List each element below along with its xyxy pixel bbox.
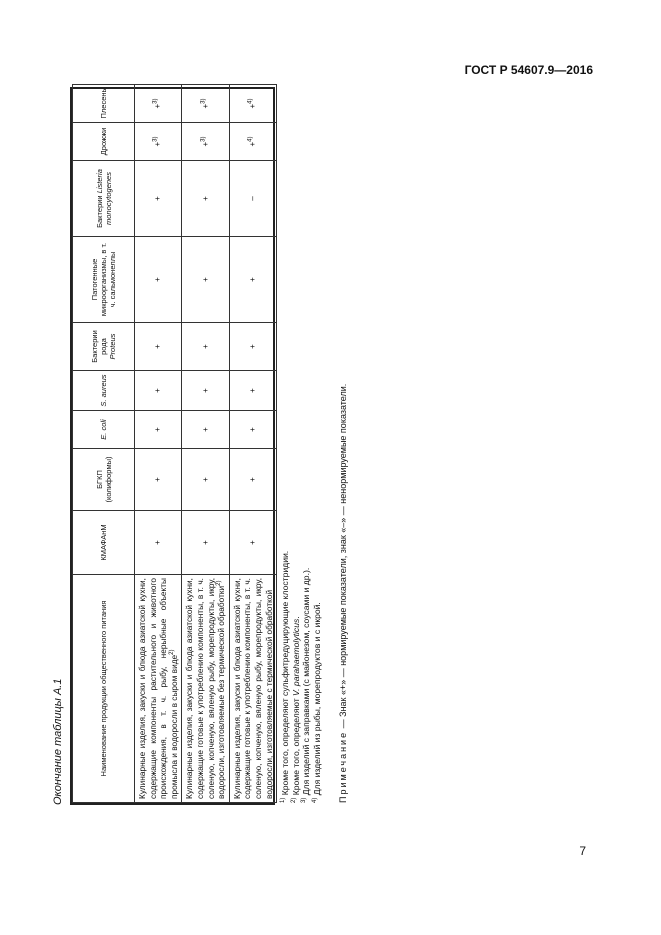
col-header-proteus: Бактерии рода Proteus bbox=[73, 323, 135, 371]
cell-value: + bbox=[135, 411, 182, 449]
cell-value: + bbox=[135, 511, 182, 575]
cell-value: + bbox=[182, 323, 229, 371]
cell-value: + bbox=[135, 449, 182, 511]
cell-value: + bbox=[229, 511, 276, 575]
cell-value: +$^{3)}$ bbox=[135, 85, 182, 123]
cell-value: +$^{3)}$ bbox=[182, 85, 229, 123]
col-header-saureus: S. aureus bbox=[73, 371, 135, 411]
footnote: $^{3)}$ Для изделий с заправками (с майонезом, соусами и др.). bbox=[301, 567, 312, 803]
col-header-yeast: Дрожжи bbox=[73, 123, 135, 161]
rotated-table-block bbox=[46, 85, 376, 805]
cell-value: + bbox=[135, 161, 182, 237]
col-header-bgkp: БГКП (колиформы) bbox=[73, 449, 135, 511]
cell-value: + bbox=[135, 371, 182, 411]
col-header-ecoli: E. coli bbox=[73, 411, 135, 449]
document-header: ГОСТ Р 54607.9—2016 bbox=[464, 63, 593, 77]
col-header-kmafanm: КМАФАнМ bbox=[73, 511, 135, 575]
col-header-name: Наименование продукции общественного питания bbox=[73, 575, 135, 803]
cell-value: + bbox=[229, 449, 276, 511]
cell-value: + bbox=[182, 511, 229, 575]
note-label: Примечание bbox=[338, 730, 348, 803]
note-text: — Знак «+» — нормируемые показатели, знак «–» — ненормируемые показатели. bbox=[338, 383, 348, 731]
row-product-name: Кулинарные изделия, закуски и блюда азиатской кухни, содержащие компоненты растительного и животного происхождения, в т. ч. рыбу, нерыбные объекты промысла и водоросли в сыром виде$^{2)}$ bbox=[135, 575, 182, 803]
table-note bbox=[338, 384, 348, 803]
table-header-row bbox=[73, 85, 135, 803]
row-product-name: Кулинарные изделия, закуски и блюда азиатской кухни, содержащие готовые к употреблению компоненты, в т. ч. соленую, копченую, вяленую рыбу, морепродукты, икру, водоросли, изготовляемые без термической обработки$^{2)}$ bbox=[182, 575, 229, 803]
cell-value: + bbox=[229, 371, 276, 411]
microbiology-table bbox=[70, 87, 275, 805]
cell-value: + bbox=[229, 323, 276, 371]
cell-value: + bbox=[182, 449, 229, 511]
cell-value: + bbox=[182, 411, 229, 449]
footnotes bbox=[280, 551, 322, 803]
col-header-pathogens: Патогенные микроорганизмы, в т. ч. сальмонеллы bbox=[73, 237, 135, 323]
cell-value: + bbox=[229, 237, 276, 323]
cell-value: + bbox=[182, 237, 229, 323]
cell-value: + bbox=[182, 371, 229, 411]
table-row bbox=[229, 85, 276, 803]
cell-value: + bbox=[135, 237, 182, 323]
cell-value: +$^{4)}$ bbox=[229, 123, 276, 161]
table-row bbox=[182, 85, 229, 803]
col-header-mold: Плесень bbox=[73, 85, 135, 123]
footnote: $^{1)}$ Кроме того, определяют сульфитредуцирующие клостридии. bbox=[280, 550, 290, 803]
footnote: $^{4)}$ Для изделий из рыбы, морепродуктов и с икрой. bbox=[311, 602, 322, 803]
footnote: $^{2)}$ Кроме того, определяют V. parahaemolyticus. bbox=[290, 616, 301, 803]
row-product-name: Кулинарные изделия, закуски и блюда азиатской кухни, содержащие готовые к употреблению компоненты, в т. ч. соленую, копченую, вяленую рыбу, морепродукты, икру, водоросли, изготовляемые с термической обработкой bbox=[229, 575, 276, 803]
cell-value: – bbox=[229, 161, 276, 237]
cell-value: + bbox=[229, 411, 276, 449]
cell-value: +$^{3)}$ bbox=[182, 123, 229, 161]
cell-value: + bbox=[182, 161, 229, 237]
cell-value: + bbox=[135, 323, 182, 371]
table-row bbox=[135, 85, 182, 803]
cell-value: +$^{4)}$ bbox=[229, 85, 276, 123]
cell-value: +$^{3)}$ bbox=[135, 123, 182, 161]
table-continuation-caption: Окончание таблицы А.1 bbox=[52, 678, 64, 805]
col-header-listeria: Бактерии Listeria monocytogenes bbox=[73, 161, 135, 237]
page-number: 7 bbox=[579, 844, 586, 858]
